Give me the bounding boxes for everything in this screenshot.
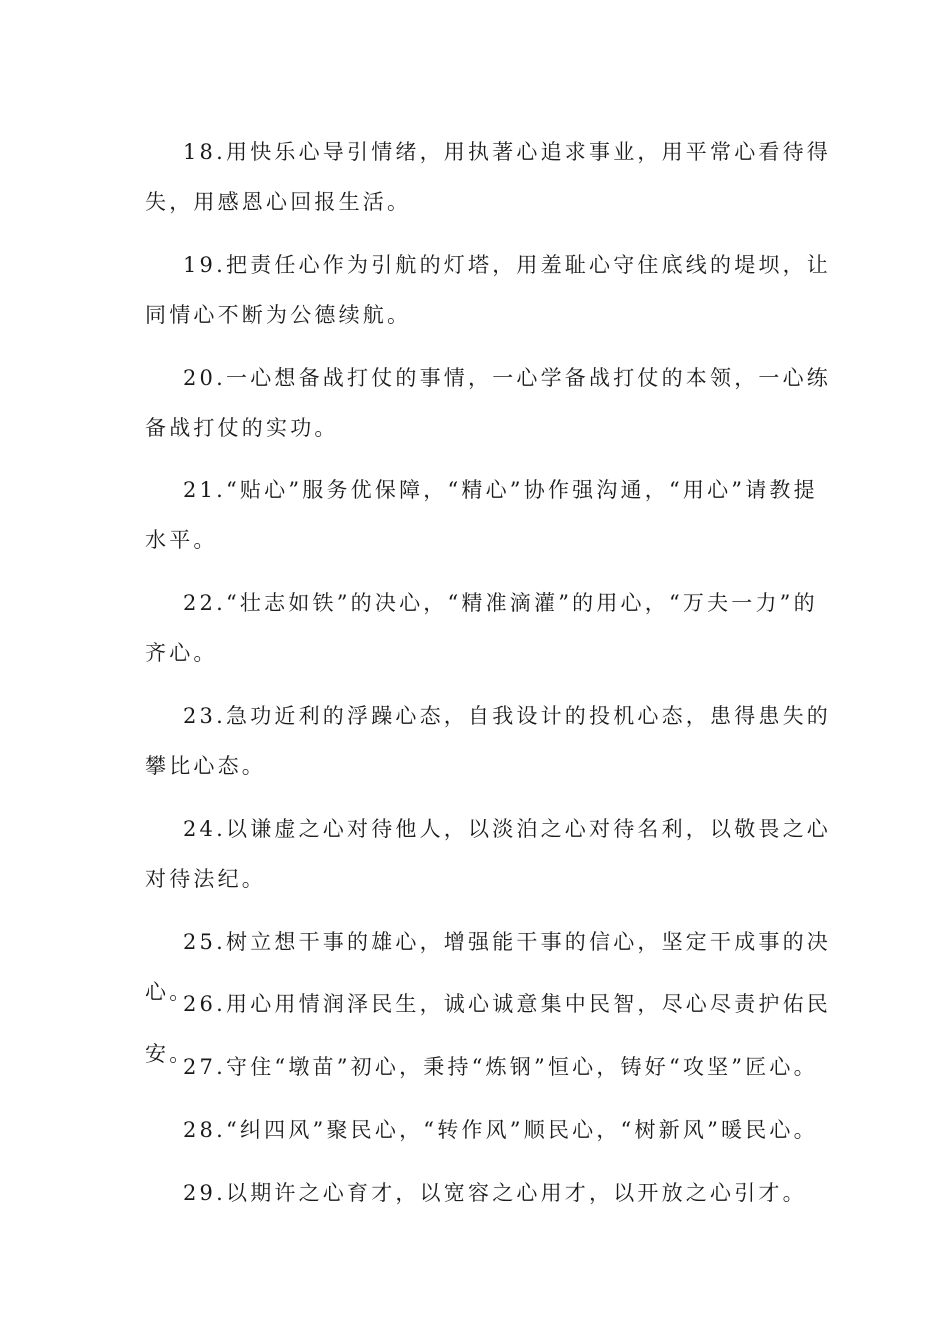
paragraph-21: 21.“贴心”服务优保障，“精心”协作强沟通，“用心”请教提水平。 — [145, 478, 818, 552]
paragraph-27: 27.守住“墩苗”初心，秉持“炼钢”恒心，铸好“攻坚”匠心。 — [183, 1055, 818, 1079]
paragraph-20: 20.一心想备战打仗的事情，一心学备战打仗的本领，一心练备战打仗的实功。 — [145, 366, 831, 440]
paragraph-25: 25.树立想干事的雄心，增强能干事的信心，坚定干成事的决心。 — [145, 930, 831, 1004]
paragraph-18: 18.用快乐心导引情绪，用执著心追求事业，用平常心看待得失，用感恩心回报生活。 — [145, 140, 831, 214]
paragraph-28: 28.“纠四风”聚民心，“转作风”顺民心，“树新风”暖民心。 — [183, 1118, 818, 1142]
paragraph-19: 19.把责任心作为引航的灯塔，用羞耻心守住底线的堤坝，让同情心不断为公德续航。 — [145, 253, 831, 327]
paragraph-26: 26.用心用情润泽民生，诚心诚意集中民智，尽心尽责护佑民安。 — [145, 992, 831, 1066]
paragraph-22: 22.“壮志如铁”的决心，“精准滴灌”的用心，“万夫一力”的齐心。 — [145, 591, 818, 665]
paragraph-24: 24.以谦虚之心对待他人，以淡泊之心对待名利，以敬畏之心对待法纪。 — [145, 817, 831, 891]
paragraph-29: 29.以期许之心育才，以宽容之心用才，以开放之心引才。 — [183, 1181, 807, 1205]
paragraph-23: 23.急功近利的浮躁心态，自我设计的投机心态，患得患失的攀比心态。 — [145, 704, 831, 778]
